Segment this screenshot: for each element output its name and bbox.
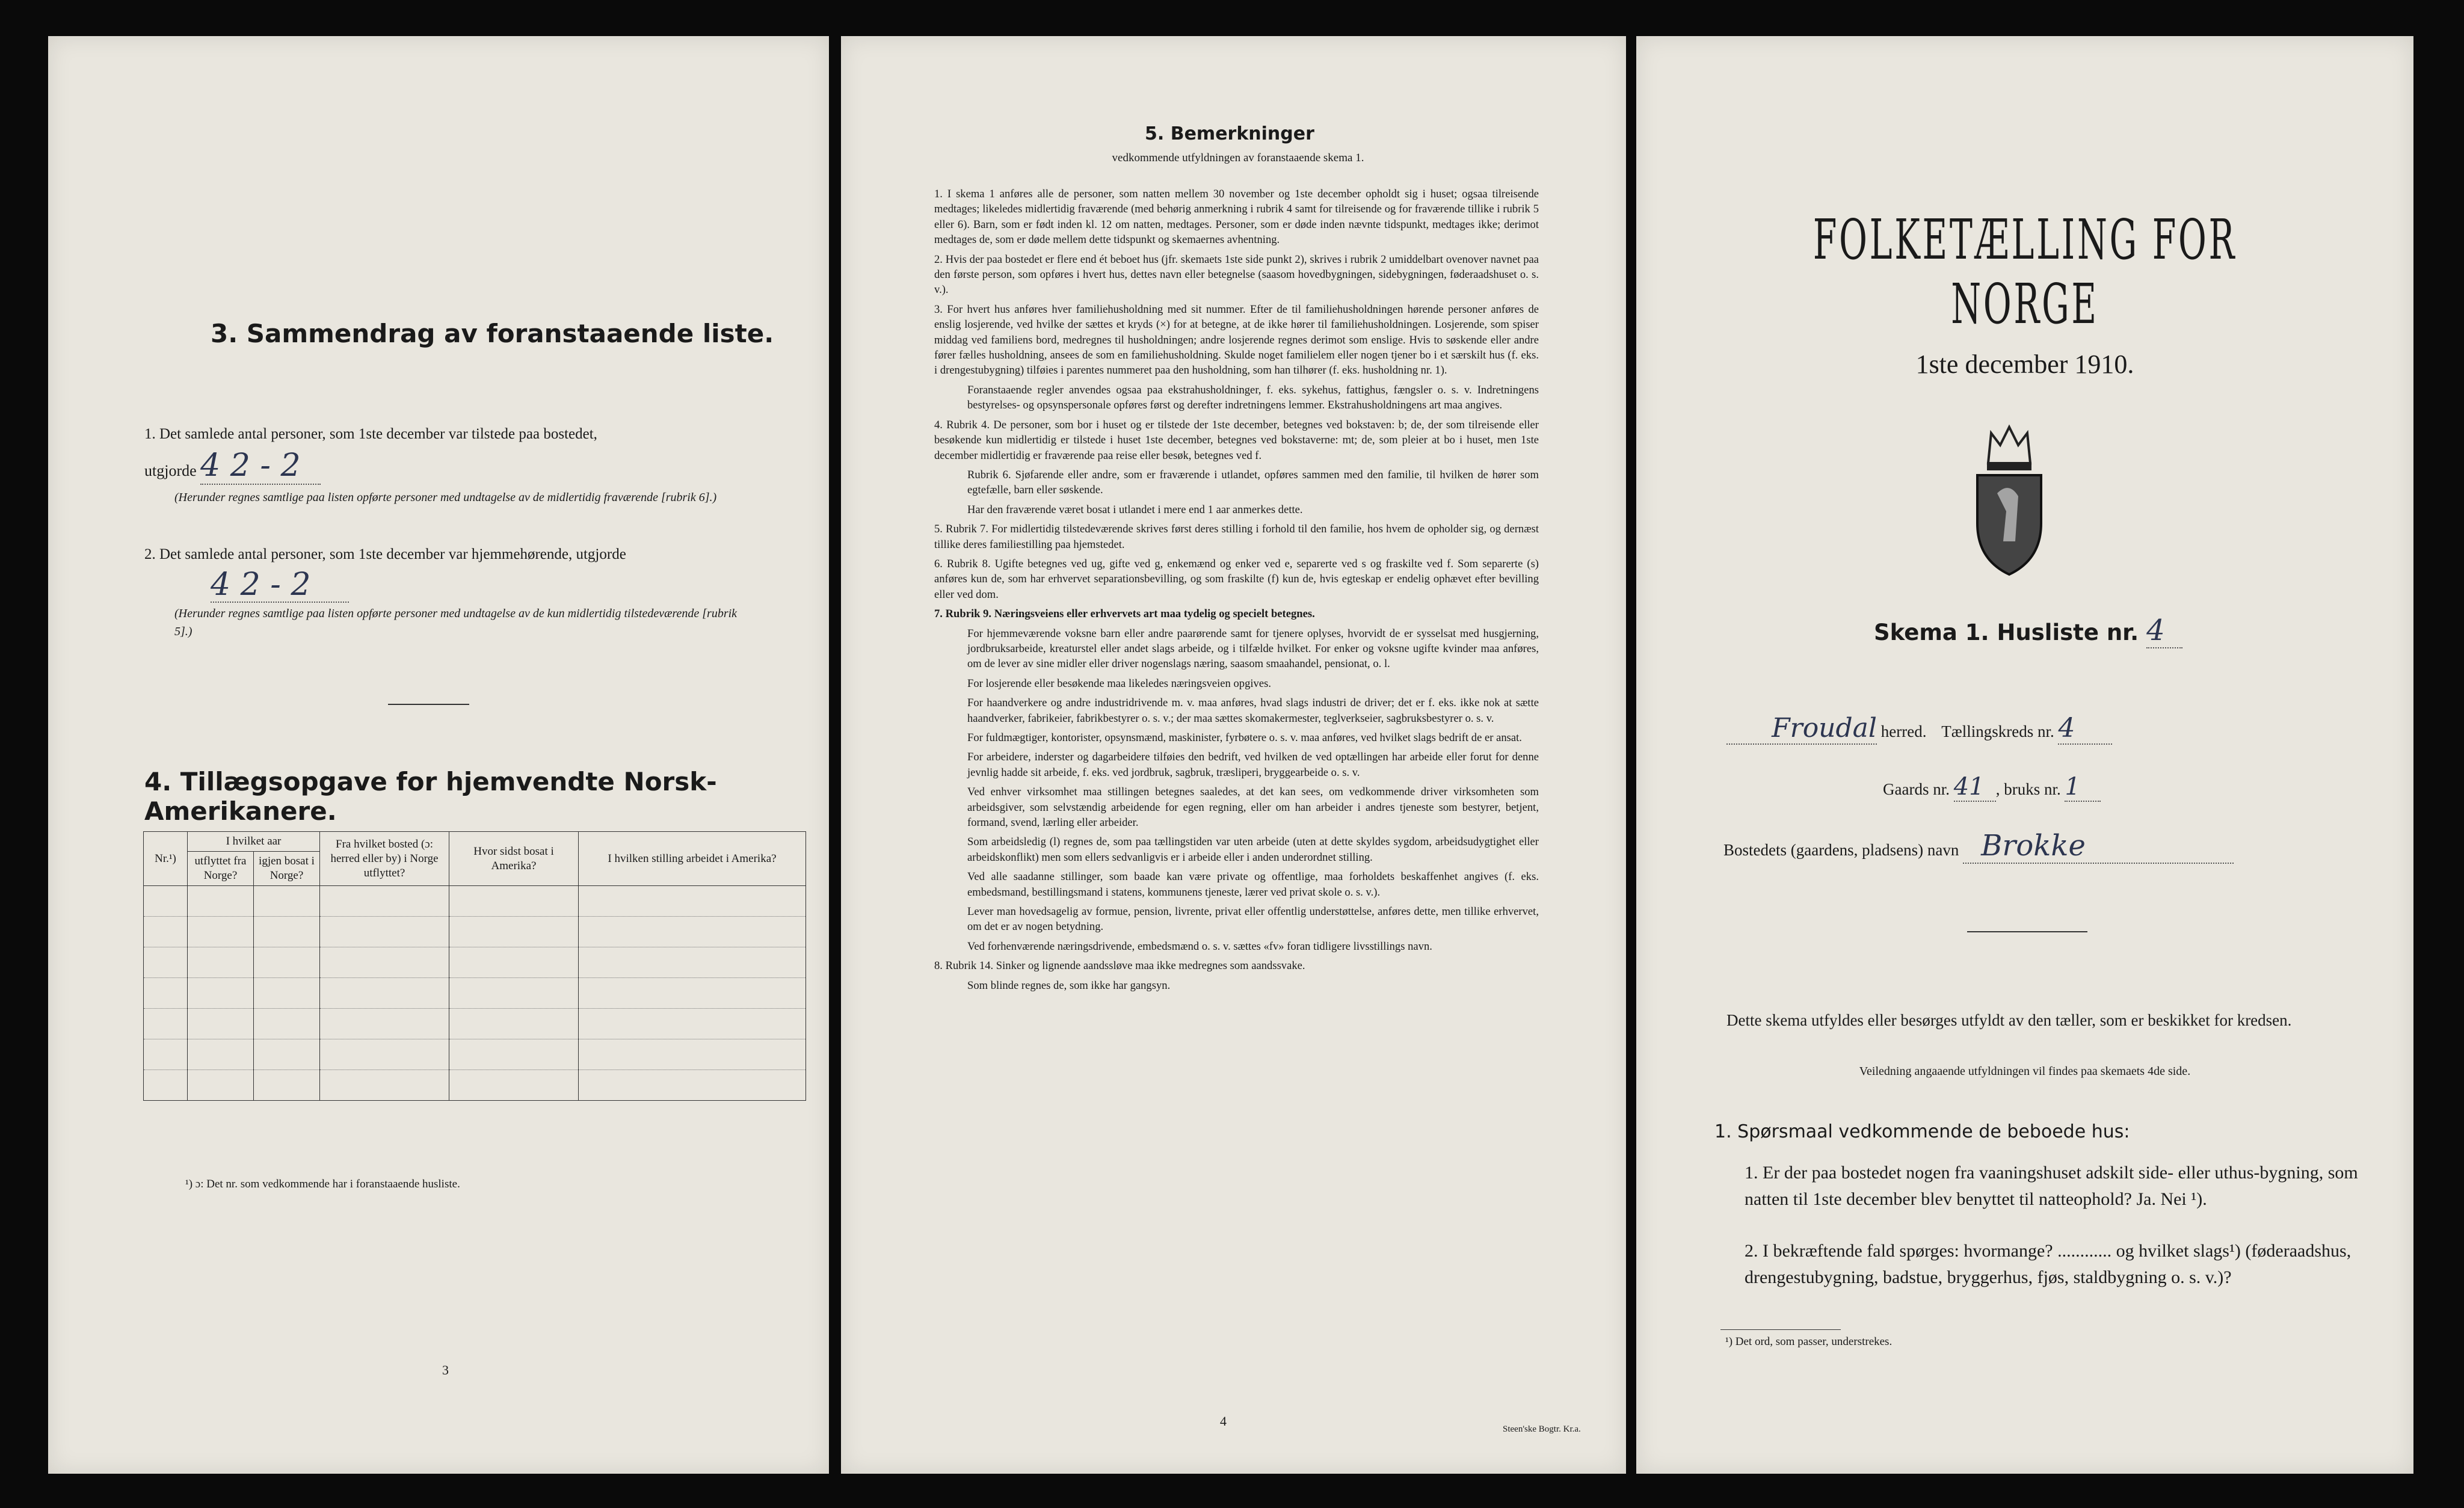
page-right [1636,36,2413,1474]
remark-paragraph: Foranstaaende regler anvendes ogsaa paa ekstrahusholdninger, f. eks. sykehus, fattighus, fængsler o. s. v. Indretningens bestyrelses- og opsynspersonale opføres først og derefter indretningens lemmer. Ekstrahusholdningens art maa angives. [967,383,1539,412]
remark-paragraph: For hjemmeværende voksne barn eller andre paarørende samt for tjenere oplyses, hvorvidt de er sysselsat med husgjerning, jordbruksarbeide, kreaturstel eller andet slags arbeide, og i tilfælde hvilket. For enker og voksne ugifte kvinder maa anføres, om de lever av sine midler eller driver nogenslags næring, saasom smaahandel, pensionat, o. l. [967,627,1539,671]
table-row [144,978,806,1009]
table-row [144,886,806,917]
summary-item-1-handwritten: 4 2 - 2 [200,448,321,485]
table-row [144,1039,806,1070]
bruks-label: bruks nr. [2004,780,2061,798]
remark-paragraph: Ved forhenværende næringsdrivende, embedsmænd o. s. v. sættes «fv» foran tidligere livsstillings navn. [967,940,1432,953]
norway-coat-of-arms-icon [1970,421,2048,577]
question-heading: 1. Spørsmaal vedkommende de beboede hus: [1714,1121,2130,1142]
remark-paragraph: 3. For hvert hus anføres hver familiehusholdning med sit nummer. Efter de til familiehusholdningen hørende personer anføres de enslig losjerende, ved hvilke der sættes et kryds (×) for at betegne, at de ikke hører til familiehusholdningen. Losjerende, som spiser middag ved familiens bord, medregnes til husholdningen; andre losjerende regnes derimot som enslige. Hvis to søskende eller andre fører fælles husholdning, ansees de som en familiehusholdning. Skulde noget familielem eller nogen tjener bo i et særskilt hus (f. eks. i drengestubygning) tilføies i parentes nummeret paa den husholdning, som han tilhører (f. eks. husholdning nr. 1). [934,303,1539,377]
table-row [144,1009,806,1039]
summary-item-1 [144,421,746,485]
question-1: 1. Er der paa bostedet nogen fra vaaningshuset adskilt side- eller uthus-bygning, som natten til 1ste december blev benyttet til natteophold? Ja. Nei ¹). [1745,1163,2358,1209]
remark-paragraph: 1. I skema 1 anføres alle de personer, som natten mellem 30 november og 1ste december opholdt sig i huset; ogsaa tilreisende medtages; likeledes midlertidig fraværende (med behørig anmerkning i rubrik 4 samt for tilreisende og for fraværende tillike i rubrik 5 eller 6). Barn, som er født inden kl. 12 om natten, medtages. Personer, som er døde inden nævnte tidspunkt, medtages ikke; derimot medtages de, som er døde mellem dette tidspunkt og skemaernes avhentning. [934,188,1539,247]
fills-instruction: Dette skema utfyldes eller besørges utfyldt av den tæller, som er beskikket for kredsen. [1726,1011,2292,1029]
question-2: 2. I bekræftende fald spørges: hvormange? ............ og hvilket slags¹) (føderaadshus, drengestubygning, badstue, bryggerhus, fjøs, staldbygning o. s. v.)? [1745,1241,2352,1287]
col-igjen-bosat: igjen bosat i Norge? [254,852,320,886]
section-4-title: 4. Tillægsopgave for hjemvendte Norsk-Amerikanere. [144,767,717,826]
norwegian-american-table [143,831,806,1101]
remark-paragraph: For losjerende eller besøkende maa likeledes næringsveien opgives. [967,677,1271,690]
col-utflyttet: utflyttet fra Norge? [188,852,254,886]
col-stilling: I hvilken stilling arbeidet i Amerika? [579,832,806,886]
divider [388,704,469,705]
remark-paragraph: 5. Rubrik 7. For midlertidig tilstedeværende skrives først deres stilling i forhold til den familie, hos hvem de opholder sig, og dernæst tillike deres familiestilling paa hjemstedet. [934,523,1539,551]
remark-paragraph: Rubrik 6. Sjøfarende eller andre, som er fraværende i utlandet, opføres sammen med den familie, til hvilken de hører som egtefælle, barn eller søskende. [967,468,1539,497]
col-fra-bosted: Fra hvilket bosted (ɔ: herred eller by) i Norge utflyttet? [320,832,449,886]
summary-item-2-handwritten: 4 2 - 2 [211,568,349,603]
bosted-value: Brokke [1963,829,2234,864]
footnote: ¹) Det ord, som passer, understrekes. [1725,1335,1893,1348]
summary-item-1-note: (Herunder regnes samtlige paa listen opførte personer med undtagelse av de midlertidig fraværende [rubrik 6].) [174,491,717,504]
summary-item-2 [144,541,746,604]
remark-paragraph: For haandverkere og andre industridrivende m. v. maa anføres, hvad slags industri de driver; det er f. eks. ikke nok at sætte haandverker, fabrikeier, fabrikbestyrer o. s. v.; der maa sættes skomakermester, teglverkseier, sagbruksbestyrer o. s. v. [967,697,1539,725]
table-row [144,917,806,947]
remark-paragraph: 2. Hvis der paa bostedet er flere end ét beboet hus (jfr. skemaets 1ste side punkt 2), skrives i rubrik 2 umiddelbart ovenover navnet paa den første person, som opføres i hvert hus, dettes navn eller betegnelse (saasom hovedbygningen, sidebygningen, føderaadshuset o. s. v.). [934,253,1539,297]
herred-label: herred. [1880,722,1927,740]
section-5-subtitle: vedkommende utfyldningen av foranstaaende skema 1. [1112,152,1364,164]
summary-item-2-note: (Herunder regnes samtlige paa listen opførte personer med undtagelse av de kun midlertidig tilstedeværende [rubrik 5].) [174,607,738,638]
remark-paragraph: Ved alle saadanne stillinger, som baade kan være private og offentlige, maa forholdets beskaffenhet angives (f. eks. embedsmand, bestillingsmand i statens, kommunens tjeneste, lærer ved privat skole o. s. v.). [967,870,1539,899]
remark-paragraph: 8. Rubrik 14. Sinker og lignende aandssløve maa ikke medregnes som aandssvake. [934,959,1305,973]
summary-item-2-text: 2. Det samlede antal personer, som 1ste december var hjemmehørende, utgjorde [144,546,626,562]
census-title: FOLKETÆLLING FOR NORGE [1813,208,2237,336]
page-left [48,36,829,1474]
remark-paragraph: 7. Rubrik 9. Næringsveiens eller erhvervets art maa tydelig og specielt betegnes. [934,608,1315,621]
census-date: 1ste december 1910. [1915,349,2134,379]
remark-paragraph: 6. Rubrik 8. Ugifte betegnes ved ug, gifte ved g, enkemænd og enker ved e, separerte ved s og fraskilte ved f. Som separerte (s) anføres kun de, som har erhvervet separationsbevilling, og som fraskilte (f) kun de, hvis egteskap er endelig ophævet efter bevilling eller ved dom. [934,557,1539,601]
remark-paragraph: Som arbeidsledig (l) regnes de, som paa tællingstiden var uten arbeide (uten at dette skyldes sygdom, arbeidsudygtighet eller arbeidskonflikt) men som ellers sedvanligvis er i arbeide eller i anden underordnet stilling. [967,836,1539,864]
ornament-divider [1967,931,2087,932]
page-middle [841,36,1626,1474]
printer-imprint: Steen'ske Bogtr. Kr.a. [1503,1424,1581,1434]
page-number: 4 [1220,1414,1227,1429]
summary-item-1-prefix: utgjorde [144,462,197,479]
kreds-label: Tællingskreds nr. [1941,722,2054,740]
skema-line [1874,614,2182,648]
gaards-line: Gaards nr. 41 , bruks nr. 1 [1883,773,2101,802]
col-nr: Nr.¹) [144,832,188,886]
gaards-label: Gaards nr. [1883,780,1950,798]
col-hvilket-aar: I hvilket aar [188,832,320,852]
bosted-label: Bostedets (gaardens, pladsens) navn [1723,841,1959,859]
gaards-value: 41 [1954,773,1996,802]
remark-paragraph: For arbeidere, inderster og dagarbeidere tilføies den bedrift, ved hvilken de ved optællingen har arbeide eller forut for denne jevnlig hadde sit arbeide, f. eks. ved jordbruk, sagbruk, træsliperi, bryggearbeide o. s. v. [967,751,1539,779]
section-3-title: 3. Sammendrag av foranstaaende liste. [211,319,774,348]
husliste-number: 4 [2146,614,2182,648]
table-footnote: ¹) ɔ: Det nr. som vedkommende har i foranstaaende husliste. [185,1178,460,1190]
remark-paragraph: Lever man hovedsagelig av formue, pension, livrente, privat eller offentlig understøttelse, anføres dette, men tillike erhvervet, om det er av nogen betydning. [967,905,1539,934]
table-row [144,947,806,978]
table-row [144,1070,806,1101]
skema-label: Skema 1. Husliste nr. [1874,620,2139,645]
remark-paragraph: Har den fraværende været bosat i utlandet i mere end 1 aar anmerkes dette. [967,503,1303,516]
footnote-rule [1720,1329,1841,1330]
summary-item-1-text: 1. Det samlede antal personer, som 1ste december var tilstede paa bostedet, [144,426,597,442]
section-5-title: 5. Bemerkninger [1145,123,1314,144]
remark-paragraph: For fuldmægtiger, kontorister, opsynsmænd, maskinister, fyrbøtere o. s. v. maa anføres, ved hvilket slags bedrift de er ansat. [967,731,1522,744]
remark-paragraph: 4. Rubrik 4. De personer, som bor i huset og er tilstede der 1ste december, betegnes ved bokstaven: b; de, der som tilreisende eller besøkende kun midlertidig er tilstede i huset 1ste december, betegnes ved bokstaverne: mt; de, som pleier at bo i huset, men 1ste december midlertidig er fraværende paa reise eller besøk, betegnes ved f. [934,418,1539,462]
bosted-line [1723,829,2234,864]
col-sidst-bosat: Hvor sidst bosat i Amerika? [449,832,579,886]
herred-value: Froudal [1726,713,1877,745]
veiledning-note: Veiledning angaaende utfyldningen vil findes paa skemaets 4de side. [1859,1065,2191,1078]
kreds-value: 4 [2058,713,2112,745]
remark-paragraph: Ved enhver virksomhet maa stillingen betegnes saaledes, at det kan sees, om vedkommende driver virksomheten som arbeidsgiver, som selvstændig arbeidende for egen regning, eller om han arbeider i andres tjeneste som bestyrer, betjent, formand, svend, lærling eller arbeider. [967,786,1539,829]
herred-line [1726,713,2328,745]
bruks-value: 1 [2065,773,2101,802]
remarks-list [934,186,1539,997]
remark-paragraph: Som blinde regnes de, som ikke har gangsyn. [967,979,1171,992]
page-number: 3 [442,1362,449,1377]
